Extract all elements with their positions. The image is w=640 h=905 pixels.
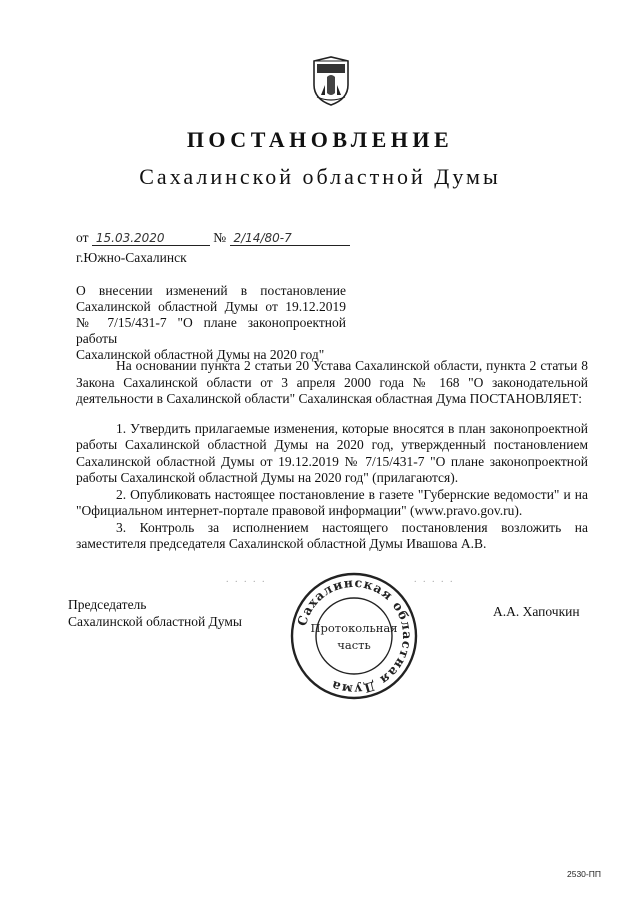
faint-marks: . . . . . (414, 574, 455, 585)
subject-line: Сахалинской областной Думы на 2020 год" (76, 347, 325, 362)
faint-marks: . . . . . (226, 574, 267, 585)
signatory-position (68, 596, 242, 630)
coat-of-arms-icon (311, 55, 351, 107)
item-3-paragraph: 3. Контроль за исполнением настоящего постановления возложить на заместителя председателя Сахалинской областной Думы Ивашова А.В. (76, 519, 588, 551)
document-subtitle: Сахалинской областной Думы (139, 164, 501, 189)
document-code: 2530-ПП (567, 869, 601, 879)
handwritten-date: 15.03.2020 (92, 231, 210, 246)
stamp-inner-text: Протокольная (310, 621, 398, 635)
city-label: г.Южно-Сахалинск (76, 250, 187, 265)
stamp-ring-text: Сахалинская областная Дума (294, 574, 416, 698)
svg-text:Сахалинская областная Дума (294, 575, 415, 697)
subject-block (76, 283, 346, 363)
position-line: Сахалинской областной Думы (68, 614, 242, 629)
stamp-inner-text: часть (337, 638, 371, 652)
subject-line: № 7/15/431-7 "О плане законопроектной работы (76, 315, 346, 346)
item-1-paragraph: 1. Утвердить прилагаемые изменения, которые вносятся в план законопроектной работы Сахалинской областной Думы на 2020 год, утвержденный постановлением Сахалинской областной Думы от 19.12.2019 № 7/15/431-7 "О плане законопроектной работы Сахалинской областной Думы на 2020 год" (прилагаются). (76, 420, 588, 485)
subject-line: Сахалинской областной Думы от 19.12.2019 (76, 299, 346, 314)
handwritten-number: 2/14/80-7 (230, 231, 350, 246)
subject-line: О внесении изменений в постановление (76, 283, 346, 298)
date-prefix: от (76, 230, 89, 245)
signatory-name: А.А. Хапочкин (493, 604, 580, 619)
number-prefix: № (213, 230, 227, 245)
position-line: Председатель (68, 597, 147, 612)
document-title: ПОСТАНОВЛЕНИЕ (186, 127, 454, 152)
date-number-line (76, 230, 350, 246)
item-2-paragraph: 2. Опубликовать настоящее постановление в газете "Губернские ведомости" и на "Официальном интернет-портале правовой информации" (www.pravo.gov.ru). (76, 486, 588, 518)
official-stamp (290, 572, 418, 700)
preamble-paragraph: На основании пункта 2 статьи 20 Устава Сахалинской области, пункта 2 статьи 8 Закона Сахалинской области от 3 апреля 2000 года № 168 "О законодательной деятельности в Сахалинской области" Сахалинская областная Дума ПОСТАНОВЛЯЕТ: (76, 358, 588, 406)
document-body (76, 358, 588, 553)
